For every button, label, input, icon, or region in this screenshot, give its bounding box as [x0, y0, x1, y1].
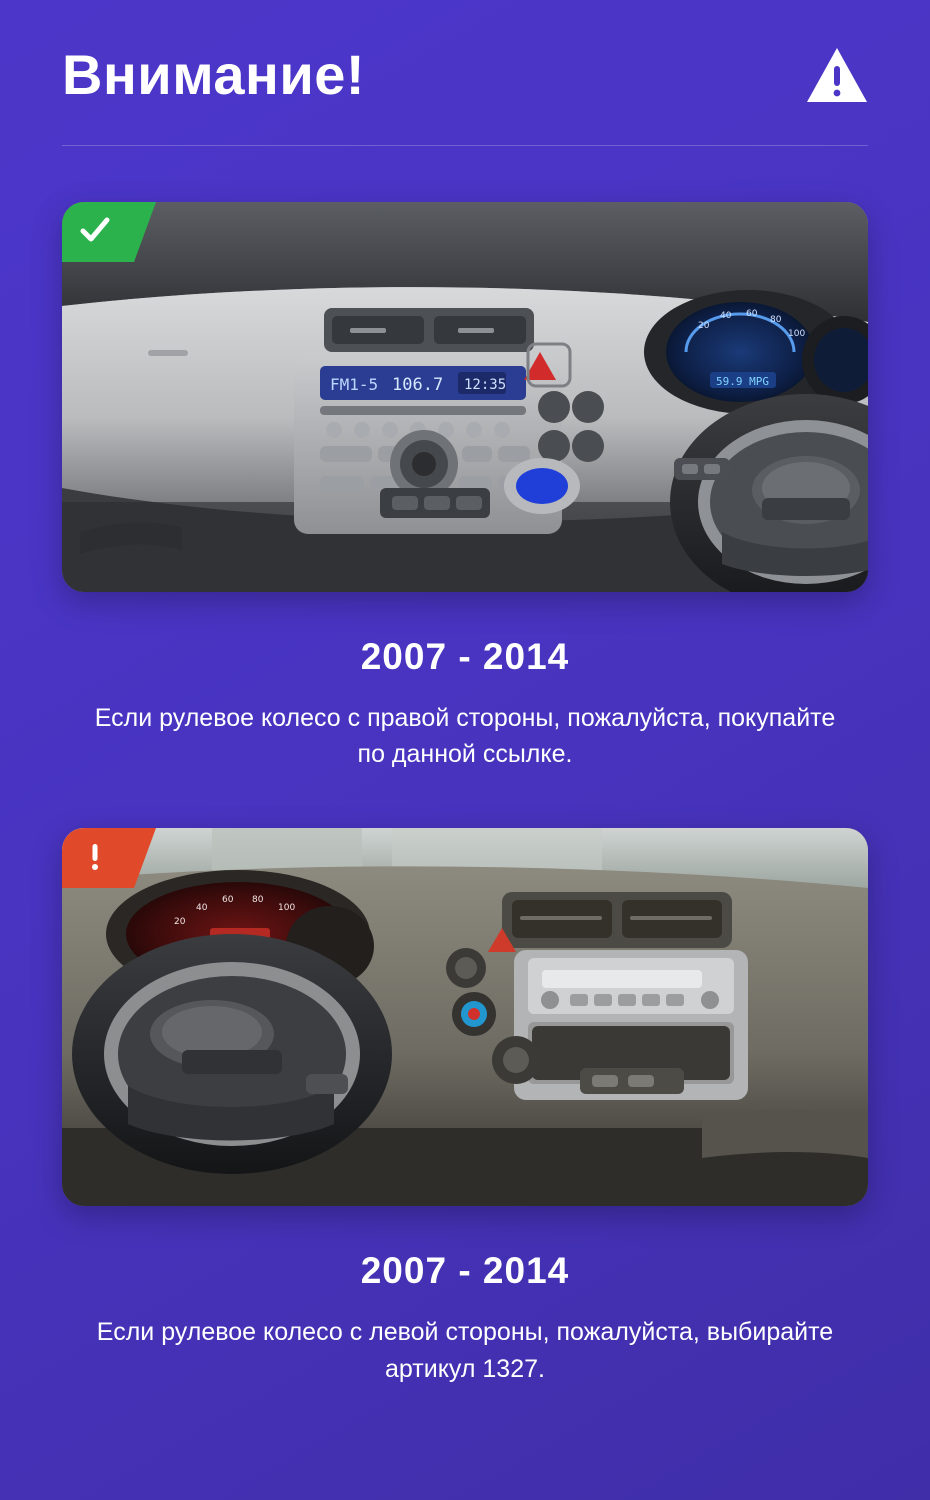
svg-text:40: 40	[196, 903, 208, 914]
warning-triangle-icon	[806, 46, 868, 104]
card-rhd	[62, 202, 868, 773]
svg-text:20: 20	[698, 320, 710, 331]
svg-text:12:35: 12:35	[464, 376, 507, 393]
svg-text:80: 80	[770, 314, 782, 325]
card-description: Если рулевое колесо с правой стороны, пожалуйста, покупайте по данной ссылке.	[94, 703, 836, 769]
checkmark-icon	[78, 213, 112, 247]
card-description: Если рулевое колесо с левой стороны, пожалуйста, выбирайте артикул 1327.	[96, 1318, 834, 1383]
svg-text:60: 60	[222, 895, 234, 906]
page-title: Внимание!	[62, 43, 366, 106]
card-years: 2007 - 2014	[360, 1250, 570, 1292]
card-lhd	[62, 828, 868, 1387]
svg-text:100: 100	[278, 903, 296, 914]
photo-lhd	[62, 828, 868, 1206]
svg-text:60: 60	[746, 308, 758, 319]
svg-text:100: 100	[788, 328, 806, 339]
header-divider	[62, 145, 868, 146]
car-interior-illustration-lhd	[62, 828, 868, 1206]
svg-text:20: 20	[174, 917, 186, 928]
car-interior-illustration-rhd	[62, 202, 868, 592]
svg-text:80: 80	[252, 895, 264, 906]
card-years: 2007 - 2014	[360, 635, 570, 677]
svg-text:59.9 MPG: 59.9 MPG	[716, 374, 769, 388]
svg-text:FM1-5: FM1-5	[330, 374, 379, 394]
page-header	[62, 0, 868, 105]
svg-text:40: 40	[720, 310, 732, 321]
photo-rhd	[62, 202, 868, 592]
exclamation-icon	[78, 839, 112, 873]
svg-text:106.7: 106.7	[392, 374, 444, 395]
